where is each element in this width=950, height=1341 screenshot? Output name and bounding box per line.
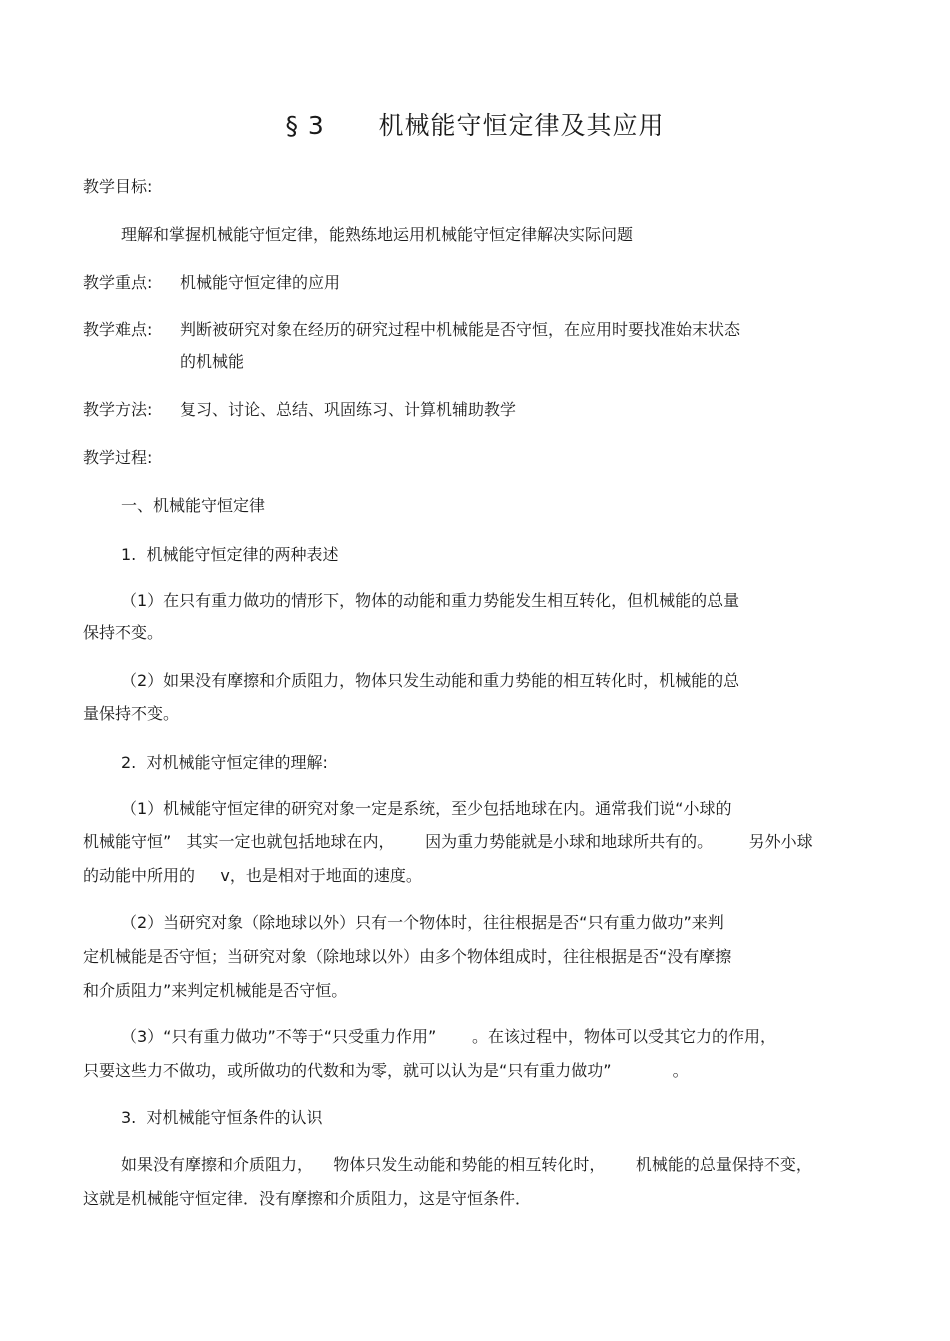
subsection-2-paragraph-1-line2: 机械能守恒” 其实一定也就包括地球在内， 因为重力势能就是小球和地球所共有的。 另外小球	[83, 832, 813, 851]
subsection-2-heading: 2. 对机械能守恒定律的理解:	[121, 753, 328, 772]
subsection-2-paragraph-2-line1: （2）当研究对象（除地球以外）只有一个物体时，往往根据是否“只有重力做功”来判	[121, 913, 724, 932]
subsection-1-paragraph-1-line1: （1）在只有重力做功的情形下，物体的动能和重力势能发生相互转化，但机械能的总量	[121, 591, 740, 610]
subsection-3-paragraph-1-line2: 这就是机械能守恒定律．没有摩擦和介质阻力，这是守恒条件．	[83, 1189, 532, 1208]
section-heading: 一、机械能守恒定律	[121, 496, 266, 515]
subsection-1-heading: 1. 机械能守恒定律的两种表述	[121, 545, 339, 564]
subsection-2-paragraph-1-line3: 的动能中所用的 v，也是相对于地面的速度。	[83, 866, 422, 885]
subsection-2-paragraph-2-line3: 和介质阻力”来判定机械能是否守恒。	[83, 981, 348, 1000]
method-text: 复习、讨论、总结、巩固练习、计算机辅助教学	[180, 400, 517, 419]
subsection-3-paragraph-1-line1: 如果没有摩擦和介质阻力， 物体只发生动能和势能的相互转化时， 机械能的总量保持不变，	[121, 1155, 812, 1174]
page-title: § 3 机械能守恒定律及其应用	[285, 111, 665, 140]
subsection-1-paragraph-1-line2: 保持不变。	[83, 623, 164, 642]
subsection-2-paragraph-1-line1: （1）机械能守恒定律的研究对象一定是系统，至少包括地球在内。通常我们说“小球的	[121, 799, 732, 818]
key-point-text: 机械能守恒定律的应用	[180, 273, 341, 292]
difficulty-label: 教学难点:	[83, 320, 153, 339]
subsection-2-paragraph-3-line1: （3）“只有重力做功”不等于“只受重力作用” 。在该过程中，物体可以受其它力的作用，	[121, 1027, 776, 1046]
subsection-3-heading: 3. 对机械能守恒条件的认识	[121, 1108, 323, 1127]
subsection-2-paragraph-2-line2: 定机械能是否守恒；当研究对象（除地球以外）由多个物体组成时，往往根据是否“没有摩擦	[83, 947, 732, 966]
method-label: 教学方法:	[83, 400, 153, 419]
subsection-1-paragraph-2-line1: （2）如果没有摩擦和介质阻力，物体只发生动能和重力势能的相互转化时，机械能的总	[121, 671, 740, 690]
difficulty-text-line1: 判断被研究对象在经历的研究过程中机械能是否守恒，在应用时要找准始末状态	[180, 320, 741, 339]
objectives-label: 教学目标:	[83, 177, 153, 196]
difficulty-text-line2: 的机械能	[180, 352, 245, 371]
subsection-1-paragraph-2-line2: 量保持不变。	[83, 704, 180, 723]
process-label: 教学过程:	[83, 448, 153, 467]
key-point-label: 教学重点:	[83, 273, 153, 292]
objectives-text: 理解和掌握机械能守恒定律，能熟练地运用机械能守恒定律解决实际问题	[121, 225, 634, 244]
subsection-2-paragraph-3-line2: 只要这些力不做功，或所做功的代数和为零，就可以认为是“只有重力做功” 。	[83, 1061, 689, 1080]
